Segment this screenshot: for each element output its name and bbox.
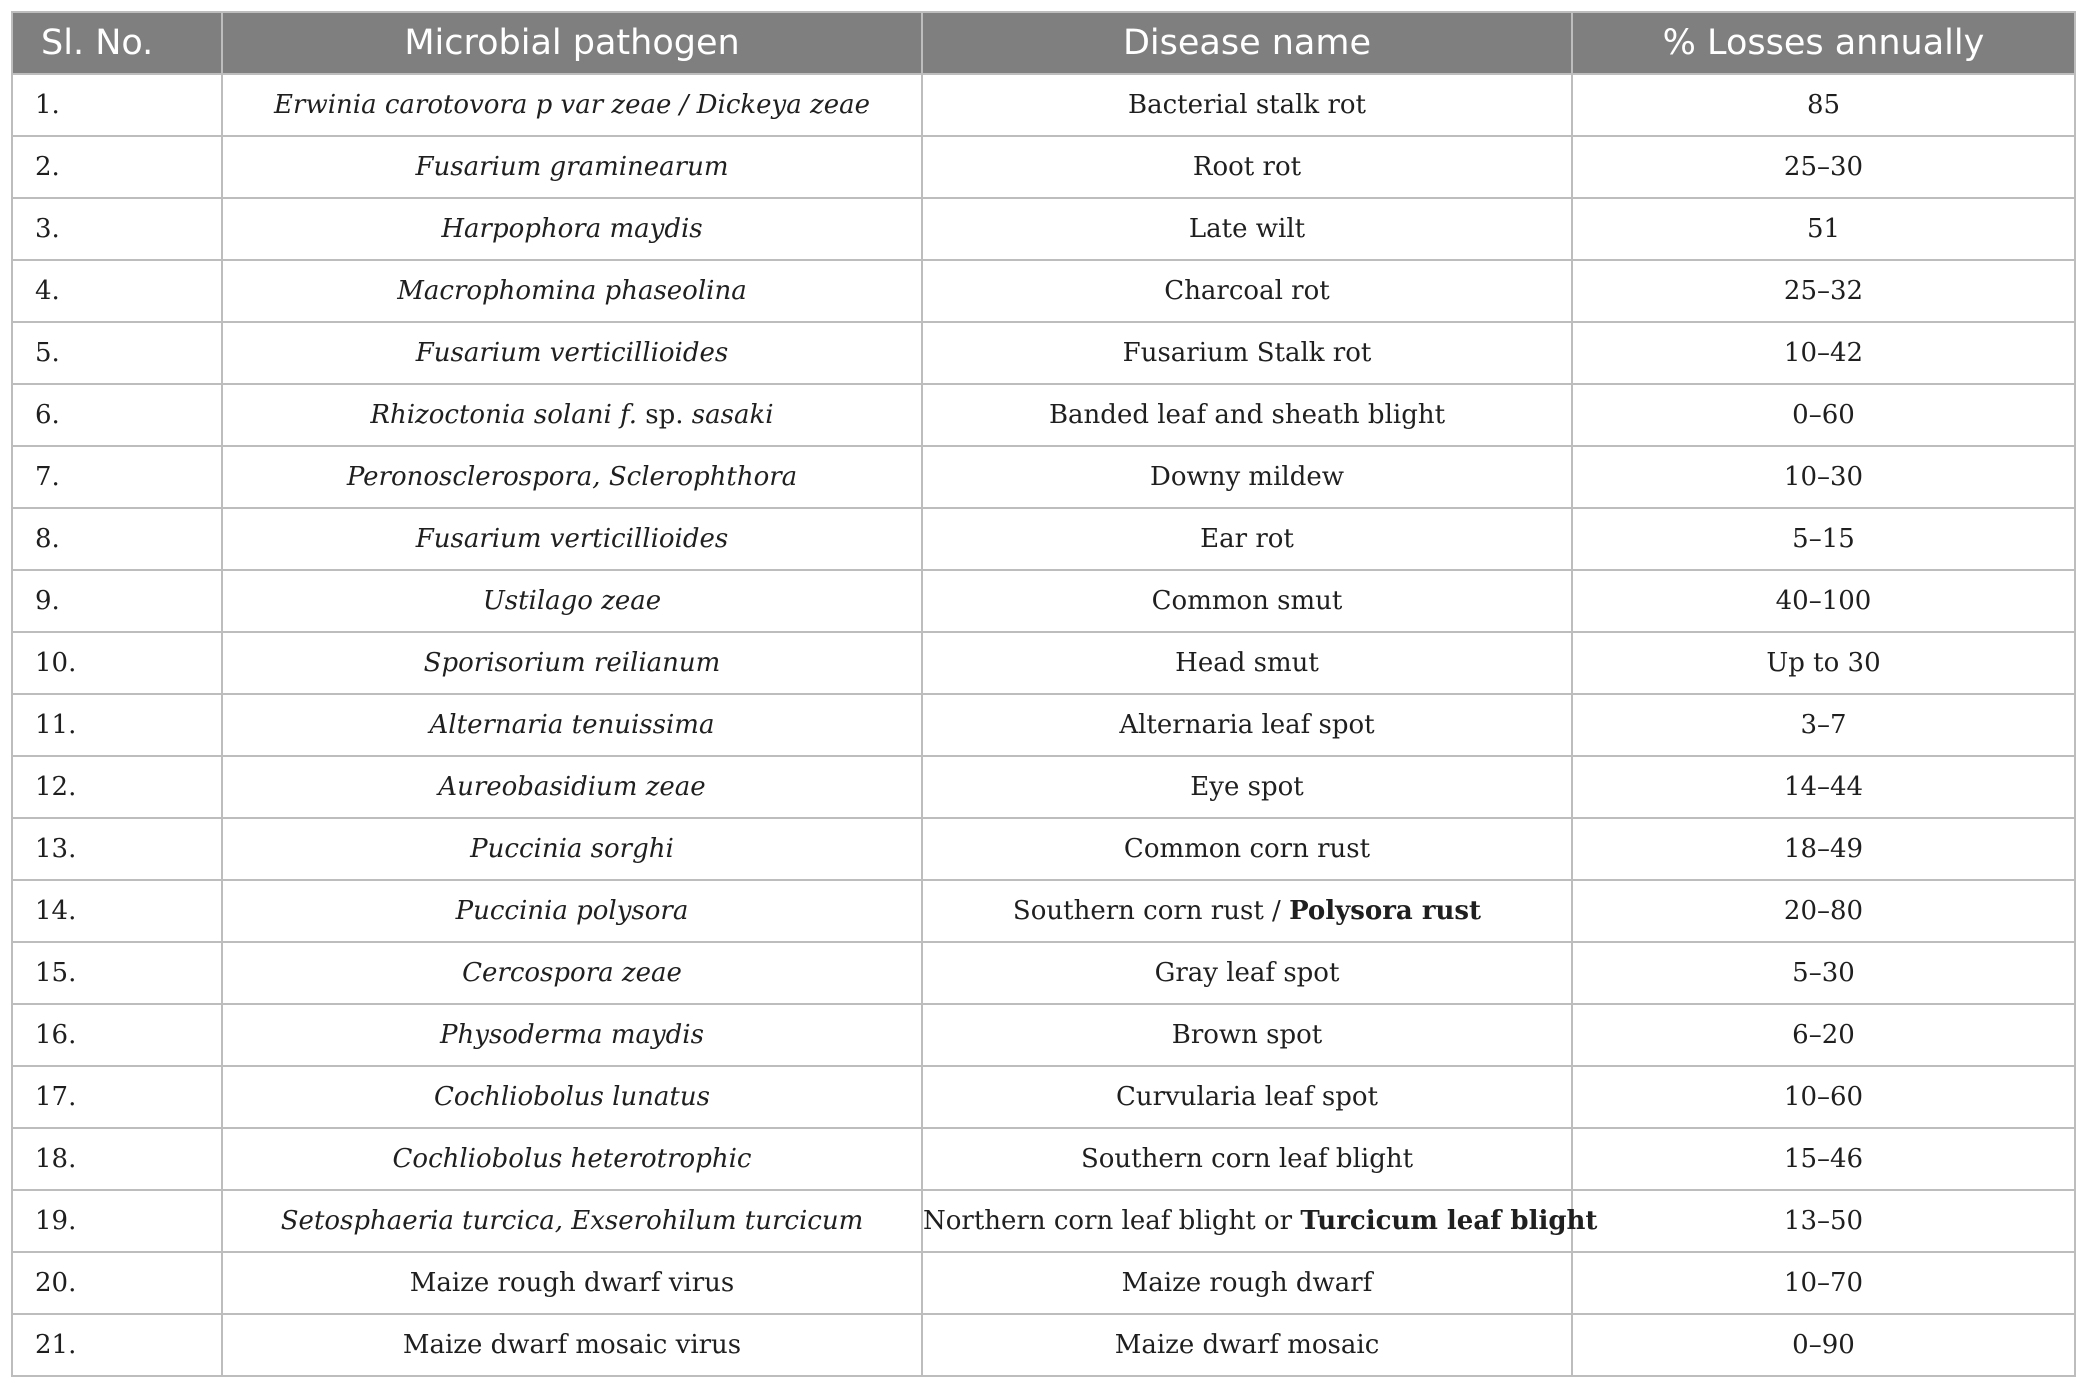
cell-disease: Southern corn leaf blight	[922, 1128, 1572, 1190]
cell-pathogen: Aureobasidium zeae	[222, 756, 922, 818]
table-row	[12, 1066, 2075, 1128]
cell-losses: 3–7	[1572, 694, 2075, 756]
cell-pathogen: Fusarium graminearum	[222, 136, 922, 198]
cell-disease: Common corn rust	[922, 818, 1572, 880]
cell-disease: Gray leaf spot	[922, 942, 1572, 1004]
cell-losses: 15–46	[1572, 1128, 2075, 1190]
cell-pathogen: Puccinia polysora	[222, 880, 922, 942]
cell-disease: Charcoal rot	[922, 260, 1572, 322]
cell-pathogen: Setosphaeria turcica, Exserohilum turcicum	[222, 1190, 922, 1252]
cell-sl-no: 10.	[12, 632, 222, 694]
cell-losses: 10–70	[1572, 1252, 2075, 1314]
cell-disease	[922, 1190, 1598, 1252]
cell-pathogen: Ustilago zeae	[222, 570, 922, 632]
header-microbial-pathogen: Microbial pathogen	[222, 12, 922, 74]
cell-pathogen: Maize rough dwarf virus	[222, 1252, 922, 1314]
cell-pathogen: Physoderma maydis	[222, 1004, 922, 1066]
cell-sl-no: 20.	[12, 1252, 222, 1314]
cell-losses: 25–32	[1572, 260, 2075, 322]
header-sl-no: Sl. No.	[12, 12, 222, 74]
cell-sl-no: 6.	[12, 384, 222, 446]
table-row	[12, 632, 2075, 694]
cell-sl-no: 2.	[12, 136, 222, 198]
pathogen-table	[11, 11, 2076, 1377]
cell-sl-no: 12.	[12, 756, 222, 818]
cell-pathogen: Sporisorium reilianum	[222, 632, 922, 694]
table-row	[12, 322, 2075, 384]
table-row	[12, 1004, 2075, 1066]
table-row	[12, 384, 2075, 446]
table-row	[12, 198, 2075, 260]
cell-pathogen: Macrophomina phaseolina	[222, 260, 922, 322]
cell-sl-no: 13.	[12, 818, 222, 880]
cell-sl-no: 18.	[12, 1128, 222, 1190]
pathogen-part-plain: sp.	[645, 400, 684, 430]
cell-losses: 0–90	[1572, 1314, 2075, 1376]
cell-sl-no: 14.	[12, 880, 222, 942]
cell-disease: Brown spot	[922, 1004, 1572, 1066]
pathogen-part-italic: sasaki	[691, 400, 774, 430]
cell-losses: 25–30	[1572, 136, 2075, 198]
cell-disease: Curvularia leaf spot	[922, 1066, 1572, 1128]
table-row	[12, 1128, 2075, 1190]
disease-part-bold: Polysora rust	[1289, 896, 1482, 926]
cell-pathogen: Cochliobolus heterotrophic	[222, 1128, 922, 1190]
cell-losses: 13–50	[1572, 1190, 2075, 1252]
cell-losses: 85	[1572, 74, 2075, 136]
cell-disease: Head smut	[922, 632, 1572, 694]
cell-sl-no: 8.	[12, 508, 222, 570]
cell-sl-no: 4.	[12, 260, 222, 322]
cell-losses: 0–60	[1572, 384, 2075, 446]
cell-sl-no: 15.	[12, 942, 222, 1004]
disease-part: Southern corn rust /	[1012, 896, 1290, 926]
header-losses-annually: % Losses annually	[1572, 12, 2075, 74]
cell-disease: Banded leaf and sheath blight	[922, 384, 1572, 446]
cell-disease: Bacterial stalk rot	[922, 74, 1572, 136]
cell-losses: Up to 30	[1572, 632, 2075, 694]
cell-losses: 6–20	[1572, 1004, 2075, 1066]
cell-disease: Eye spot	[922, 756, 1572, 818]
cell-pathogen: Harpophora maydis	[222, 198, 922, 260]
header-row	[12, 12, 2075, 74]
cell-sl-no: 11.	[12, 694, 222, 756]
cell-pathogen: Cercospora zeae	[222, 942, 922, 1004]
cell-pathogen: Fusarium verticillioides	[222, 508, 922, 570]
cell-losses: 10–60	[1572, 1066, 2075, 1128]
cell-sl-no: 9.	[12, 570, 222, 632]
cell-disease	[922, 880, 1572, 942]
table-row	[12, 260, 2075, 322]
cell-disease: Fusarium Stalk rot	[922, 322, 1572, 384]
table-row	[12, 1190, 2075, 1252]
cell-pathogen: Peronosclerospora, Sclerophthora	[222, 446, 922, 508]
cell-losses: 51	[1572, 198, 2075, 260]
table-row	[12, 1252, 2075, 1314]
table-row	[12, 880, 2075, 942]
cell-sl-no: 5.	[12, 322, 222, 384]
table-row	[12, 570, 2075, 632]
cell-disease: Downy mildew	[922, 446, 1572, 508]
table-row	[12, 136, 2075, 198]
cell-sl-no: 1.	[12, 74, 222, 136]
cell-pathogen: Fusarium verticillioides	[222, 322, 922, 384]
table-row	[12, 942, 2075, 1004]
cell-disease: Root rot	[922, 136, 1572, 198]
cell-losses: 5–30	[1572, 942, 2075, 1004]
table-row	[12, 1314, 2075, 1376]
disease-part-bold: Turcicum leaf blight	[1300, 1206, 1598, 1236]
cell-sl-no: 19.	[12, 1190, 222, 1252]
table-row	[12, 508, 2075, 570]
table-row	[12, 74, 2075, 136]
cell-disease: Common smut	[922, 570, 1572, 632]
cell-sl-no: 17.	[12, 1066, 222, 1128]
cell-sl-no: 7.	[12, 446, 222, 508]
cell-sl-no: 16.	[12, 1004, 222, 1066]
cell-losses: 10–42	[1572, 322, 2075, 384]
disease-part: Northern corn leaf blight or	[923, 1206, 1301, 1236]
cell-losses: 5–15	[1572, 508, 2075, 570]
cell-pathogen: Erwinia carotovora p var zeae / Dickeya zeae	[222, 74, 922, 136]
cell-losses: 20–80	[1572, 880, 2075, 942]
cell-losses: 10–30	[1572, 446, 2075, 508]
cell-pathogen: Alternaria tenuissima	[222, 694, 922, 756]
table-row	[12, 818, 2075, 880]
cell-pathogen: Puccinia sorghi	[222, 818, 922, 880]
cell-disease: Ear rot	[922, 508, 1572, 570]
cell-losses: 14–44	[1572, 756, 2075, 818]
header-disease-name: Disease name	[922, 12, 1572, 74]
cell-sl-no: 3.	[12, 198, 222, 260]
cell-pathogen	[222, 384, 922, 446]
cell-sl-no: 21.	[12, 1314, 222, 1376]
cell-disease: Alternaria leaf spot	[922, 694, 1572, 756]
cell-losses: 18–49	[1572, 818, 2075, 880]
cell-disease: Maize dwarf mosaic	[922, 1314, 1572, 1376]
pathogen-part-italic: Rhizoctonia solani f.	[370, 400, 637, 430]
table-row	[12, 694, 2075, 756]
cell-disease: Late wilt	[922, 198, 1572, 260]
cell-disease: Maize rough dwarf	[922, 1252, 1572, 1314]
cell-pathogen: Maize dwarf mosaic virus	[222, 1314, 922, 1376]
pathogen-table-container	[11, 11, 2074, 1377]
cell-losses: 40–100	[1572, 570, 2075, 632]
cell-pathogen: Cochliobolus lunatus	[222, 1066, 922, 1128]
table-row	[12, 756, 2075, 818]
table-row	[12, 446, 2075, 508]
